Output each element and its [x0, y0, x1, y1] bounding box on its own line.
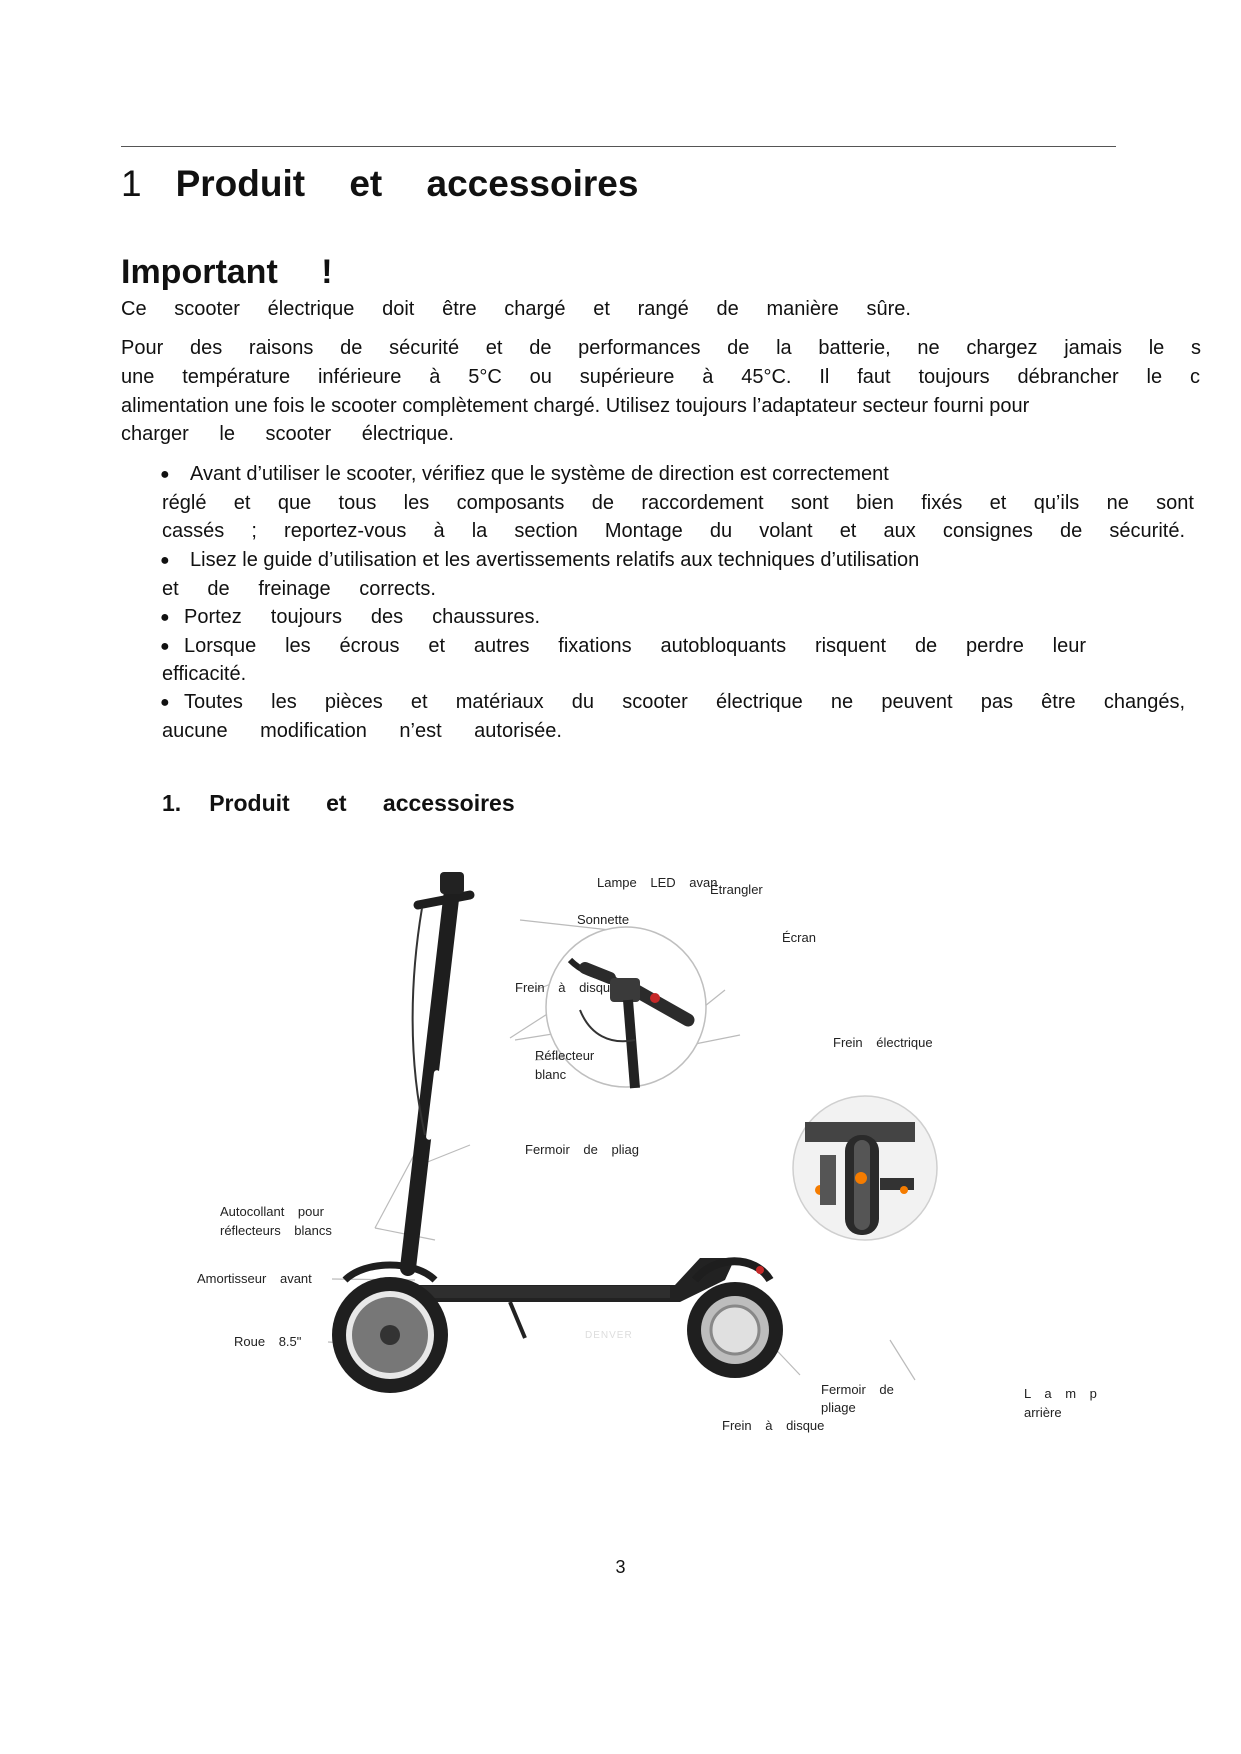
bullet-line: efficacité. [162, 663, 247, 685]
page-title [121, 160, 638, 208]
paragraph-line: alimentation une fois le scooter complètement chargé. Utilisez toujours l’adaptateur secteur fourni pour [121, 395, 1030, 417]
label-reflecteur-2: blanc [535, 1067, 567, 1082]
page-number: 3 [615, 1557, 626, 1577]
bullet-line: réglé et que tous les composants de raccordement sont bien fixés et qu’ils ne sont [162, 492, 1194, 514]
label-sonnette: Sonnette [577, 912, 630, 927]
label-etrangler: Étrangler [710, 882, 763, 897]
brand-logo-text: DENVER [585, 1330, 633, 1341]
label-lampe-arriere-2: arrière [1024, 1405, 1062, 1420]
label-lampe-led: Lampe LED avan [597, 875, 718, 890]
label-frein-disque-bottom: Frein à disque [722, 1418, 825, 1433]
important-heading: Important ! [121, 253, 333, 291]
label-roue: Roue 8.5" [234, 1334, 302, 1349]
bullet-line: Avant d’utiliser le scooter, vérifiez que le système de direction est correctement [190, 463, 889, 485]
label-autocollant-2: réflecteurs blancs [220, 1223, 332, 1238]
label-fermoir-pliage-top: Fermoir de pliag [525, 1142, 639, 1157]
bullet-dot: ● [160, 609, 170, 626]
figure-heading-number: 1. [162, 790, 182, 816]
bullet-line: cassés ; reportez-vous à la section Montage du volant et aux consignes de sécurité. [162, 520, 1185, 542]
bullet-dot: ● [160, 694, 170, 711]
scooter-diagram [180, 860, 1080, 1460]
label-reflecteur: Réflecteur [535, 1048, 595, 1063]
paragraph-line: une température inférieure à 5°C ou supérieure à 45°C. Il faut toujours débrancher le c [121, 366, 1200, 388]
paragraph-line: Ce scooter électrique doit être chargé et rangé de manière sûre. [121, 298, 911, 320]
figure-heading [162, 788, 515, 818]
scooter-body [332, 872, 783, 1393]
section-title: Produit et accessoires [175, 163, 639, 204]
label-fermoir-pliage-bottom: Fermoir de [821, 1382, 894, 1397]
bullet-dot: ● [160, 552, 170, 569]
label-autocollant: Autocollant pour [220, 1204, 324, 1219]
header-rule [121, 146, 1116, 147]
bullet-line: aucune modification n’est autorisée. [162, 720, 562, 742]
bullet-line: Lisez le guide d’utilisation et les avertissements relatifs aux techniques d’utilisation [190, 549, 920, 571]
bullet-line: Lorsque les écrous et autres fixations autobloquants risquent de perdre leur [184, 635, 1086, 657]
rear-wheel-detail [793, 1096, 937, 1240]
label-lampe-arriere: L a m p [1024, 1386, 1097, 1401]
bullet-line: Toutes les pièces et matériaux du scooter électrique ne peuvent pas être changés, [184, 691, 1185, 713]
label-fermoir-pliage-bottom-2: pliage [821, 1400, 856, 1415]
figure-heading-title: Produit et accessoires [209, 790, 515, 816]
label-ecran: Écran [782, 930, 816, 945]
label-frein-disque-top: Frein à disqu [515, 980, 611, 995]
label-amortisseur: Amortisseur avant [197, 1271, 312, 1286]
section-number: 1 [121, 163, 142, 204]
bullet-line: Portez toujours des chaussures. [184, 606, 540, 628]
paragraph-line: charger le scooter électrique. [121, 423, 454, 445]
bullet-dot: ● [160, 466, 170, 483]
bullet-line: et de freinage corrects. [162, 578, 436, 600]
bullet-dot: ● [160, 638, 170, 655]
paragraph-line: Pour des raisons de sécurité et de performances de la batterie, ne chargez jamais le s [121, 337, 1201, 359]
label-frein-electrique: Frein électrique [833, 1035, 933, 1050]
